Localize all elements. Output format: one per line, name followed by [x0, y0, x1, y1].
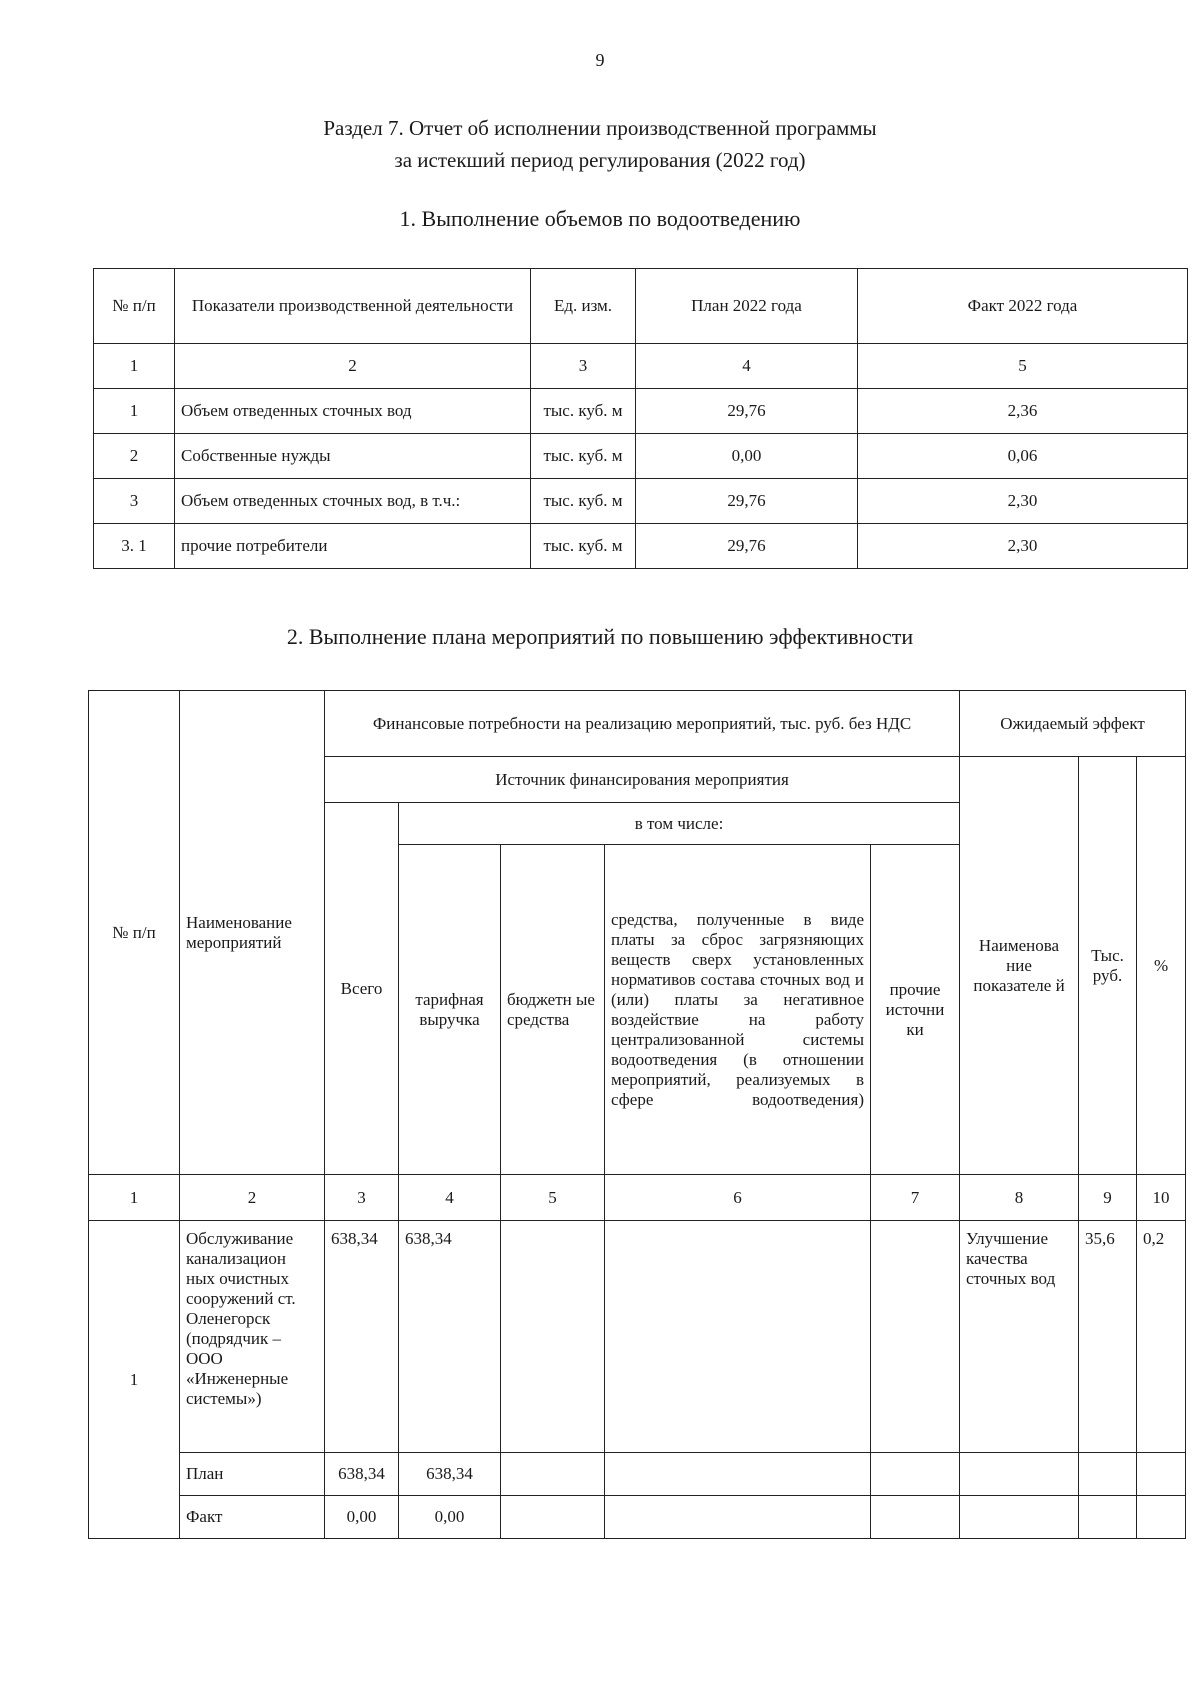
column-number: 1: [89, 1175, 180, 1221]
column-number: 4: [636, 344, 858, 389]
column-number: 5: [858, 344, 1188, 389]
column-number: 9: [1079, 1175, 1137, 1221]
table1-title: 1. Выполнение объемов по водоотведению: [399, 206, 801, 231]
plan-payment: [605, 1453, 871, 1496]
measures-table: [88, 690, 1186, 1539]
plan-indicator: [960, 1453, 1079, 1496]
row-unit: тыс. куб. м: [531, 524, 636, 569]
row-name: Объем отведенных сточных вод: [175, 389, 531, 434]
row-number: 3: [94, 479, 175, 524]
plan-total: 638,34: [325, 1453, 399, 1496]
fact-budget: [501, 1496, 605, 1539]
column-number: 1: [94, 344, 175, 389]
column-number: 2: [180, 1175, 325, 1221]
table-row: [94, 434, 1188, 479]
row-number: 1: [94, 389, 175, 434]
row-plan: 29,76: [636, 479, 858, 524]
fact-tariff: 0,00: [399, 1496, 501, 1539]
row-fact: 0,06: [858, 434, 1188, 479]
row-unit: тыс. куб. м: [531, 434, 636, 479]
row-name: прочие потребители: [175, 524, 531, 569]
table2-title: 2. Выполнение плана мероприятий по повышению эффективности: [286, 624, 914, 649]
fact-indicator: [960, 1496, 1079, 1539]
column-number: 8: [960, 1175, 1079, 1221]
table-row: [89, 1221, 1186, 1453]
header-other: прочие источни ки: [871, 845, 960, 1175]
header-effect: Ожидаемый эффект: [960, 691, 1186, 757]
table-row: [94, 479, 1188, 524]
header-percent: %: [1137, 757, 1186, 1175]
volumes-table: [93, 268, 1188, 569]
row-budget: [501, 1221, 605, 1453]
fact-row: [89, 1496, 1186, 1539]
plan-budget: [501, 1453, 605, 1496]
header-tariff: тарифная выручка: [399, 845, 501, 1175]
section-title: [0, 112, 1200, 176]
column-number: 4: [399, 1175, 501, 1221]
plan-thousand: [1079, 1453, 1137, 1496]
row-number: 3. 1: [94, 524, 175, 569]
column-number: 7: [871, 1175, 960, 1221]
row-plan: 29,76: [636, 389, 858, 434]
header-cell: Показатели производственной деятельности: [175, 269, 531, 344]
row-fact: 2,30: [858, 524, 1188, 569]
section-title-line1: Раздел 7. Отчет об исполнении производственной программы: [323, 116, 877, 140]
fact-total: 0,00: [325, 1496, 399, 1539]
fact-percent: [1137, 1496, 1186, 1539]
fact-payment: [605, 1496, 871, 1539]
header-source: Источник финансирования мероприятия: [325, 757, 960, 803]
row-payment: [605, 1221, 871, 1453]
row-fact: 2,36: [858, 389, 1188, 434]
row-total: 638,34: [325, 1221, 399, 1453]
section-title-line2: за истекший период регулирования (2022 год): [394, 148, 806, 172]
fact-other: [871, 1496, 960, 1539]
table-row: [94, 524, 1188, 569]
row-indicator: Улучшение качества сточных вод: [960, 1221, 1079, 1453]
header-cell: Факт 2022 года: [858, 269, 1188, 344]
header-total: Всего: [325, 803, 399, 1175]
plan-label: План: [180, 1453, 325, 1496]
row-percent: 0,2: [1137, 1221, 1186, 1453]
header-payment: средства, полученные в виде платы за сброс загрязняющих веществ сверх установленных нормативов состава сточных вод и (или) платы за негативное воздействие на работу централизованной системы водоотведения (в отношении мероприятий, реализуемых в сфере водоотведения): [605, 845, 871, 1175]
column-number-row: [94, 344, 1188, 389]
header-name: Наименование мероприятий: [180, 691, 325, 1175]
table-header-row: [89, 691, 1186, 757]
row-unit: тыс. куб. м: [531, 479, 636, 524]
table-row: [94, 389, 1188, 434]
column-number-row: [89, 1175, 1186, 1221]
page-number: 9: [595, 50, 605, 70]
plan-percent: [1137, 1453, 1186, 1496]
row-name: Объем отведенных сточных вод, в т.ч.:: [175, 479, 531, 524]
column-number: 6: [605, 1175, 871, 1221]
plan-row: [89, 1453, 1186, 1496]
row-tariff: 638,34: [399, 1221, 501, 1453]
fact-label: Факт: [180, 1496, 325, 1539]
plan-tariff: 638,34: [399, 1453, 501, 1496]
header-cell: Ед. изм.: [531, 269, 636, 344]
table-header-row: [94, 269, 1188, 344]
row-plan: 29,76: [636, 524, 858, 569]
column-number: 3: [325, 1175, 399, 1221]
header-budget: бюджетн ые средства: [501, 845, 605, 1175]
column-number: 10: [1137, 1175, 1186, 1221]
header-cell: № п/п: [94, 269, 175, 344]
header-thousand: Тыс. руб.: [1079, 757, 1137, 1175]
row-plan: 0,00: [636, 434, 858, 479]
column-number: 3: [531, 344, 636, 389]
row-number: 2: [94, 434, 175, 479]
header-financial: Финансовые потребности на реализацию мероприятий, тыс. руб. без НДС: [325, 691, 960, 757]
header-cell: План 2022 года: [636, 269, 858, 344]
row-other: [871, 1221, 960, 1453]
header-including: в том числе:: [399, 803, 960, 845]
row-unit: тыс. куб. м: [531, 389, 636, 434]
plan-other: [871, 1453, 960, 1496]
row-thousand: 35,6: [1079, 1221, 1137, 1453]
column-number: 5: [501, 1175, 605, 1221]
column-number: 2: [175, 344, 531, 389]
row-name: Собственные нужды: [175, 434, 531, 479]
fact-thousand: [1079, 1496, 1137, 1539]
header-indicator: Наименова ние показателе й: [960, 757, 1079, 1175]
header-num: № п/п: [89, 691, 180, 1175]
row-name: Обслуживание канализацион ных очистных сооружений ст. Оленегорск (подрядчик – ООО «Инженерные системы»): [180, 1221, 325, 1453]
row-fact: 2,30: [858, 479, 1188, 524]
row-number: 1: [89, 1221, 180, 1539]
